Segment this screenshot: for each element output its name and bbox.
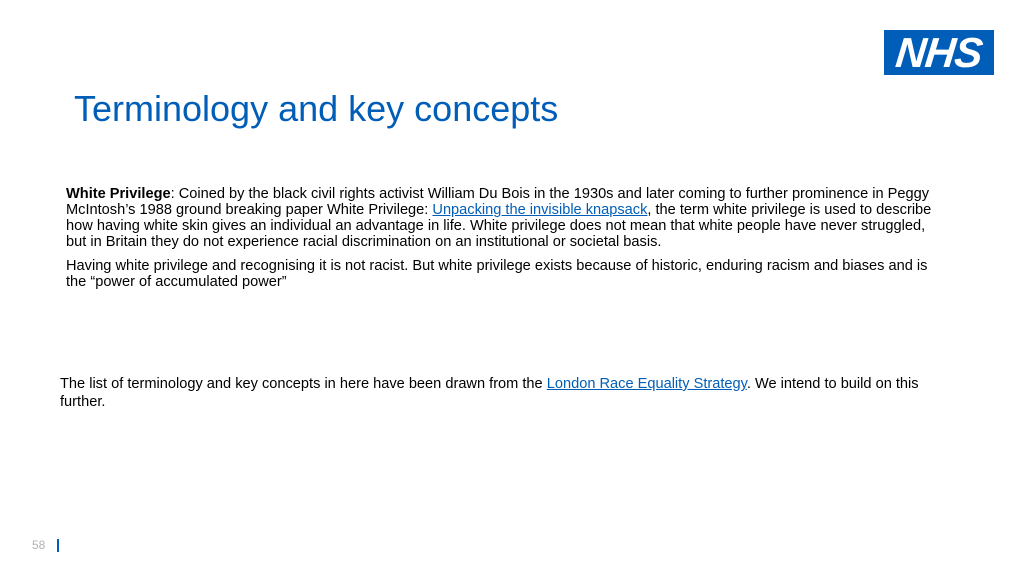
term-heading: White Privilege [66,186,171,202]
race-equality-strategy-link[interactable]: London Race Equality Strategy [546,376,747,392]
footer [32,538,59,552]
nhs-logo-text: NHS [893,28,985,76]
source-note-text-start: The list of terminology and key concepts in here have been drawn from the [60,376,547,392]
white-privilege-paragraph [66,186,946,250]
content-body [66,186,946,298]
page-number: 58 [32,538,46,552]
page-title: Terminology and key concepts [74,88,559,129]
source-note [60,375,940,411]
definition-text-end: , the term white privilege is used to describe how having white skin gives an individual an advantage in life. White privilege does not mean that white people have never struggled, but in Britain they do not experience racial discrimination on an institutional or societal basis. [66,202,932,250]
source-note-text-end: . We intend to build on this further. [60,376,919,410]
recognising-privilege-paragraph: Having white privilege and recognising it is not racist. But white privilege exists because of historic, enduring racism and biases and is the “power of accumulated power” [66,258,928,290]
definition-text-start: : Coined by the black civil rights activist William Du Bois in the 1930s and later coming to further prominence in Peggy McIntosh’s 1988 ground breaking paper White Privilege: [66,186,930,218]
knapsack-link[interactable]: Unpacking the invisible knapsack [432,202,648,218]
footer-divider [57,539,59,552]
nhs-logo [884,30,994,75]
